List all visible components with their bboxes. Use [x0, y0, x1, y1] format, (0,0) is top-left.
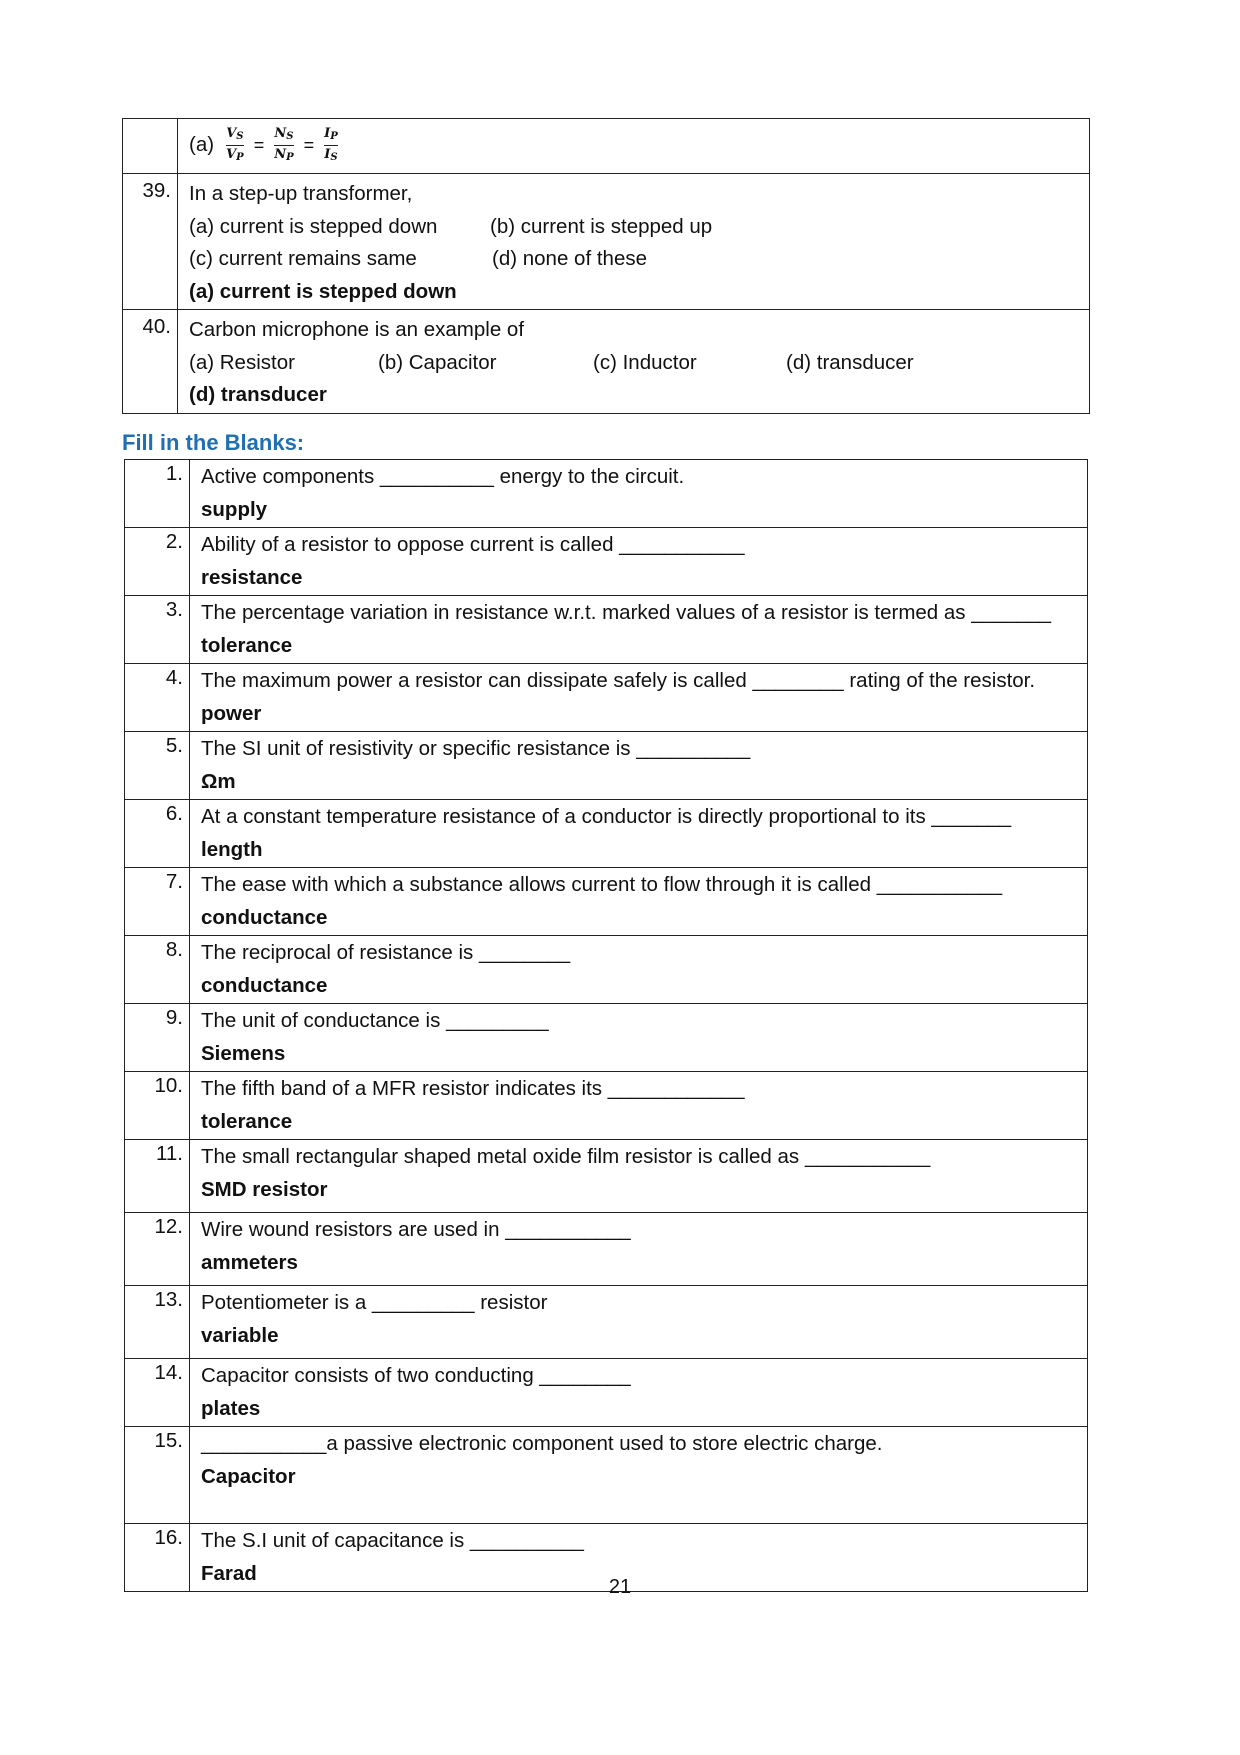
blank-answer: length	[201, 837, 263, 861]
blank-number: 9.	[125, 1004, 190, 1072]
fraction-numerator: I	[324, 125, 331, 141]
blank-answer: supply	[201, 497, 268, 521]
blank-body	[190, 460, 1088, 528]
fraction-denominator: I	[324, 146, 331, 162]
option-b: (b) current is stepped up	[490, 214, 713, 238]
question-40-row	[123, 310, 1090, 414]
blank-body	[190, 1004, 1088, 1072]
blank-answer: ammeters	[201, 1250, 298, 1274]
fill-blanks-table	[124, 459, 1088, 1592]
blank-number: 4.	[125, 664, 190, 732]
blank-number: 16.	[125, 1524, 190, 1592]
question-39-row	[123, 174, 1090, 310]
blank-question: The S.I unit of capacitance is __________	[201, 1529, 584, 1552]
blank-answer: Farad	[201, 1561, 257, 1585]
answer-text: (d) transducer	[189, 383, 327, 406]
fraction-denominator: N	[274, 146, 287, 162]
blank-number: 15.	[125, 1427, 190, 1524]
blank-number: 14.	[125, 1359, 190, 1427]
blank-answer: Siemens	[201, 1041, 286, 1065]
blank-question: Active components __________ energy to the circuit.	[201, 465, 685, 488]
formula-label: (a)	[189, 133, 215, 156]
blank-question: The unit of conductance is _________	[201, 1009, 549, 1032]
fraction-subscript: P	[330, 130, 338, 142]
blank-number: 12.	[125, 1213, 190, 1286]
blank-number: 1.	[125, 460, 190, 528]
question-stem: In a step-up transformer,	[189, 182, 413, 205]
option-a: (a) Resistor	[189, 350, 295, 374]
mcq-table	[122, 118, 1090, 414]
blank-body	[190, 1427, 1088, 1524]
blank-body	[190, 1213, 1088, 1286]
fraction-numerator: N	[274, 125, 287, 141]
fraction-subscript: P	[286, 151, 294, 163]
blank-answer: resistance	[201, 565, 303, 589]
blank-question: The maximum power a resistor can dissipate safely is called ________ rating of the resistor.	[201, 669, 1036, 692]
blank-number: 6.	[125, 800, 190, 868]
blank-answer: power	[201, 701, 262, 725]
blank-row	[125, 936, 1088, 1004]
blank-body	[190, 596, 1088, 664]
blank-body	[190, 868, 1088, 936]
blank-body	[190, 1359, 1088, 1427]
question-stem: Carbon microphone is an example of	[189, 318, 525, 341]
blank-question: The reciprocal of resistance is ________	[201, 941, 571, 964]
question-number: 39.	[123, 174, 178, 310]
turns-fraction	[274, 125, 293, 166]
blank-number: 13.	[125, 1286, 190, 1359]
formula-cell	[178, 119, 1090, 174]
blank-row	[125, 1213, 1088, 1286]
option-d: (d) transducer	[786, 350, 914, 374]
blank-number: 8.	[125, 936, 190, 1004]
blank-question: The fifth band of a MFR resistor indicates its ____________	[201, 1077, 745, 1100]
blank-answer: variable	[201, 1323, 279, 1347]
blank-body	[190, 528, 1088, 596]
fraction-subscript: P	[236, 151, 244, 163]
blank-row	[125, 528, 1088, 596]
empty-number-cell	[123, 119, 178, 174]
blank-body	[190, 1140, 1088, 1213]
fraction-subscript: S	[236, 130, 244, 142]
blank-row	[125, 596, 1088, 664]
blank-question: At a constant temperature resistance of a conductor is directly proportional to its _______	[201, 805, 1012, 828]
blank-number: 7.	[125, 868, 190, 936]
blank-answer: conductance	[201, 905, 328, 929]
fraction-subscript: S	[330, 151, 338, 163]
blank-row	[125, 800, 1088, 868]
blank-body	[190, 1286, 1088, 1359]
blank-answer: Ωm	[201, 769, 236, 793]
options-row	[189, 212, 1089, 245]
blank-row	[125, 732, 1088, 800]
blank-body	[190, 732, 1088, 800]
blank-row	[125, 1072, 1088, 1140]
blank-question: Wire wound resistors are used in ___________	[201, 1218, 631, 1241]
blank-question: Potentiometer is a _________ resistor	[201, 1291, 548, 1314]
blank-body	[190, 1072, 1088, 1140]
blank-row	[125, 664, 1088, 732]
option-a: (a) current is stepped down	[189, 214, 438, 238]
blank-answer: plates	[201, 1396, 261, 1420]
question-39-body	[178, 174, 1090, 310]
blank-question: The ease with which a substance allows current to flow through it is called ___________	[201, 873, 1003, 896]
fraction-numerator: V	[226, 125, 237, 141]
option-d: (d) none of these	[492, 247, 647, 270]
options-row	[189, 244, 1089, 277]
equals-sign: =	[253, 134, 265, 155]
equals-sign: =	[303, 134, 315, 155]
blank-answer: Capacitor	[201, 1464, 296, 1488]
question-40-body	[178, 310, 1090, 414]
blank-question: Capacitor consists of two conducting ________	[201, 1364, 631, 1387]
blank-answer: conductance	[201, 973, 328, 997]
blank-number: 3.	[125, 596, 190, 664]
blank-answer: tolerance	[201, 1109, 293, 1133]
options-row	[189, 348, 1089, 381]
blank-question: The SI unit of resistivity or specific resistance is __________	[201, 737, 751, 760]
fraction-subscript: S	[286, 130, 294, 142]
blank-number: 2.	[125, 528, 190, 596]
fill-blanks-body	[125, 460, 1088, 1592]
blank-question: Ability of a resistor to oppose current is called ___________	[201, 533, 745, 556]
blank-number: 11.	[125, 1140, 190, 1213]
option-b: (b) Capacitor	[378, 350, 497, 374]
blank-question: The percentage variation in resistance w.r.t. marked values of a resistor is termed as _______	[201, 601, 1052, 624]
blank-body	[190, 800, 1088, 868]
page-number: 21	[608, 1576, 632, 1598]
current-fraction	[324, 125, 338, 166]
option-c: (c) current remains same	[189, 247, 417, 270]
blank-row	[125, 1140, 1088, 1213]
blank-question: ___________a passive electronic component used to store electric charge.	[201, 1432, 883, 1455]
blank-row	[125, 868, 1088, 936]
blank-row	[125, 1359, 1088, 1427]
answer-text: (a) current is stepped down	[189, 279, 457, 303]
blank-row	[125, 460, 1088, 528]
option-c: (c) Inductor	[593, 350, 697, 374]
blank-row	[125, 1286, 1088, 1359]
blank-answer: SMD resistor	[201, 1177, 328, 1201]
section-title: Fill in the Blanks:	[122, 430, 305, 455]
blank-number: 10.	[125, 1072, 190, 1140]
blank-row	[125, 1004, 1088, 1072]
voltage-fraction	[226, 125, 244, 166]
blank-row	[125, 1427, 1088, 1524]
blank-body	[190, 664, 1088, 732]
blank-body	[190, 936, 1088, 1004]
formula-row	[123, 119, 1090, 174]
turns-ratio-formula	[189, 119, 1089, 171]
fraction-denominator: V	[226, 146, 237, 162]
blank-question: The small rectangular shaped metal oxide film resistor is called as ___________	[201, 1145, 931, 1168]
question-number: 40.	[123, 310, 178, 414]
blank-number: 5.	[125, 732, 190, 800]
blank-answer: tolerance	[201, 633, 293, 657]
